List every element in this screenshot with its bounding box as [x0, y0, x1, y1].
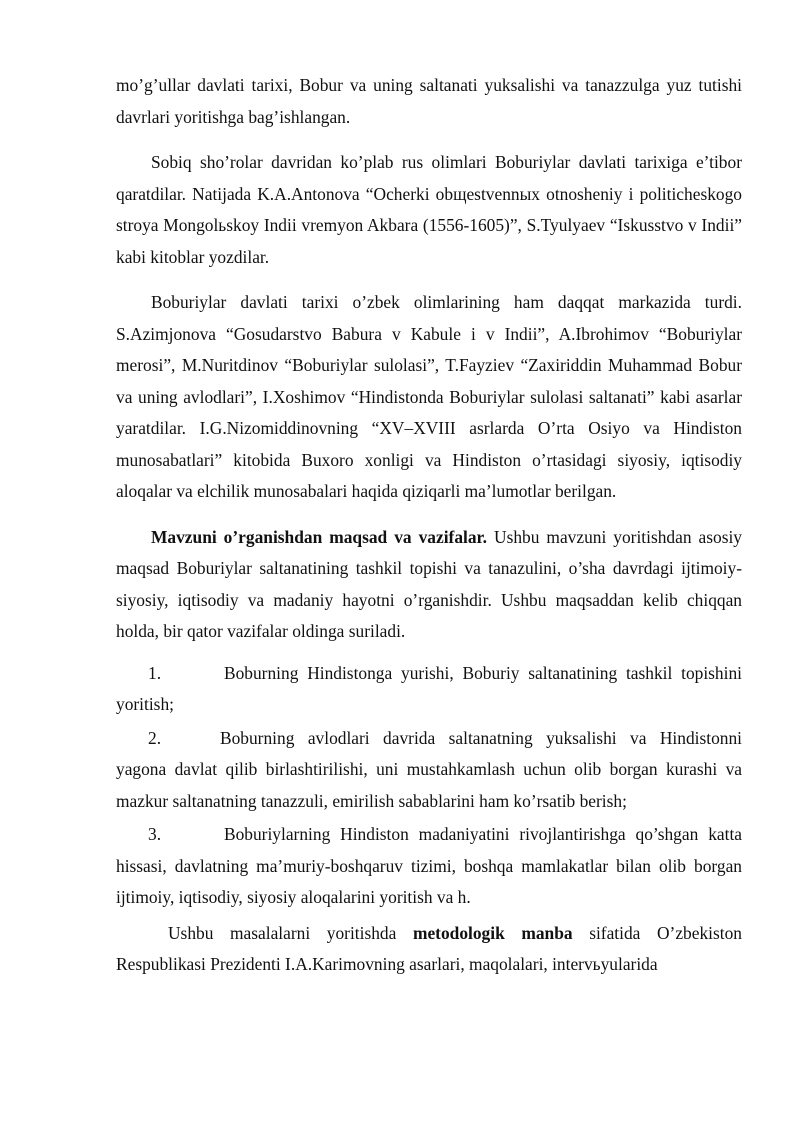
paragraph-goals [116, 522, 742, 648]
list-item [116, 819, 742, 914]
paragraph-methodology [116, 918, 742, 981]
methodology-term: metodologik manba [412, 922, 573, 943]
goals-heading: Mavzuni o’rganishdan maqsad va vazifalar. [151, 526, 488, 547]
list-item [116, 658, 742, 721]
list-item-text: Boburiylarning Hindiston madaniyatini rivojlantirishga qo’shgan katta hissasi, davlatning ma’muriy-boshqaruv tizimi, boshqa mamlakatlar bilan olib borgan ijtimoiy, iqtisodiy, siyosiy aloqalarini yoritish va h. [116, 824, 742, 907]
paragraph-russian-scholars: Sobiq sho’rolar davridan ko’plab rus olimlari Boburiylar davlati tarixiga e’tibor qaratdilar. Natijada K.A.Antonova “Ocherki obщestvennыx otnosheniy i politicheskogo stroya Mongolьskoy Indii vremyon Akbara (1556-1605)”, S.Tyulyaev “Iskusstvo v Indii” kabi kitoblar yozdilar. [116, 152, 742, 267]
list-item-text: Boburning avlodlari davrida saltanatning yuksalishi va Hindistonni yagona davlat qilib birlashtirilishi, uni mustahkamlash uchun olib borgan kurashi va mazkur saltanatning tanazzuli, emirilish sabablarini ham ko’rsatib berish; [116, 727, 742, 811]
list-item [116, 723, 742, 818]
goals-text: Ushbu mavzuni yoritishdan asosiy maqsad Boburiylar saltanatining tashkil topishi va tanazulini, o’sha davrdagi ijtimoiy-siyosiy, iqtisodiy va madaniy hayotni o’rganishdir. Ushbu maqsaddan kelib chiqqan holda, bir qator vazifalar oldinga suriladi. [116, 526, 742, 641]
paragraph-uzbek-scholars: Boburiylar davlati tarixi o’zbek olimlarining ham daqqat markazida turdi. S.Azimjonova “Gosudarstvo Babura v Kabule i v Indii”, A.Ibrohimov “Boburiylar merosi”, M.Nuritdinov “Boburiylar sulolasi”, T.Fayziev “Zaxiriddin Muhammad Bobur va uning avlodlari”, I.Xoshimov “Hindistonda Boburiylar sulolasi saltanati” kabi asarlar yaratdilar. I.G.Nizomiddinovning “XV–XVIII asrlarda O’rta Osiyo va Hindiston munosabatlari” kitobida Buxoro xonligi va Hindiston o’rtasidagi siyosiy, iqtisodiy aloqalar va elchilik munosabalari haqida qiziqarli ma’lumotlar berilgan. [116, 292, 742, 501]
methodology-text-end: sifatida O’zbekiston Respublikasi Prezidenti I.A.Karimovning asarlari, maqolalari, intervьyularida [116, 922, 742, 974]
methodology-text-start: Ushbu masalalarni yoritishda [168, 922, 413, 943]
document-body [116, 70, 742, 981]
list-item-number: 1. [148, 662, 162, 683]
list-item-text: Boburning Hindistonga yurishi, Boburiy saltanatining tashkil topishini yoritish; [116, 662, 742, 714]
list-item-number: 2. [148, 727, 162, 748]
paragraph-intro-continuation: mo’g’ullar davlati tarixi, Bobur va uning saltanati yuksalishi va tanazzulga yuz tutishi davrlari yoritishga bag’ishlangan. [116, 75, 742, 127]
list-item-number: 3. [148, 824, 162, 844]
